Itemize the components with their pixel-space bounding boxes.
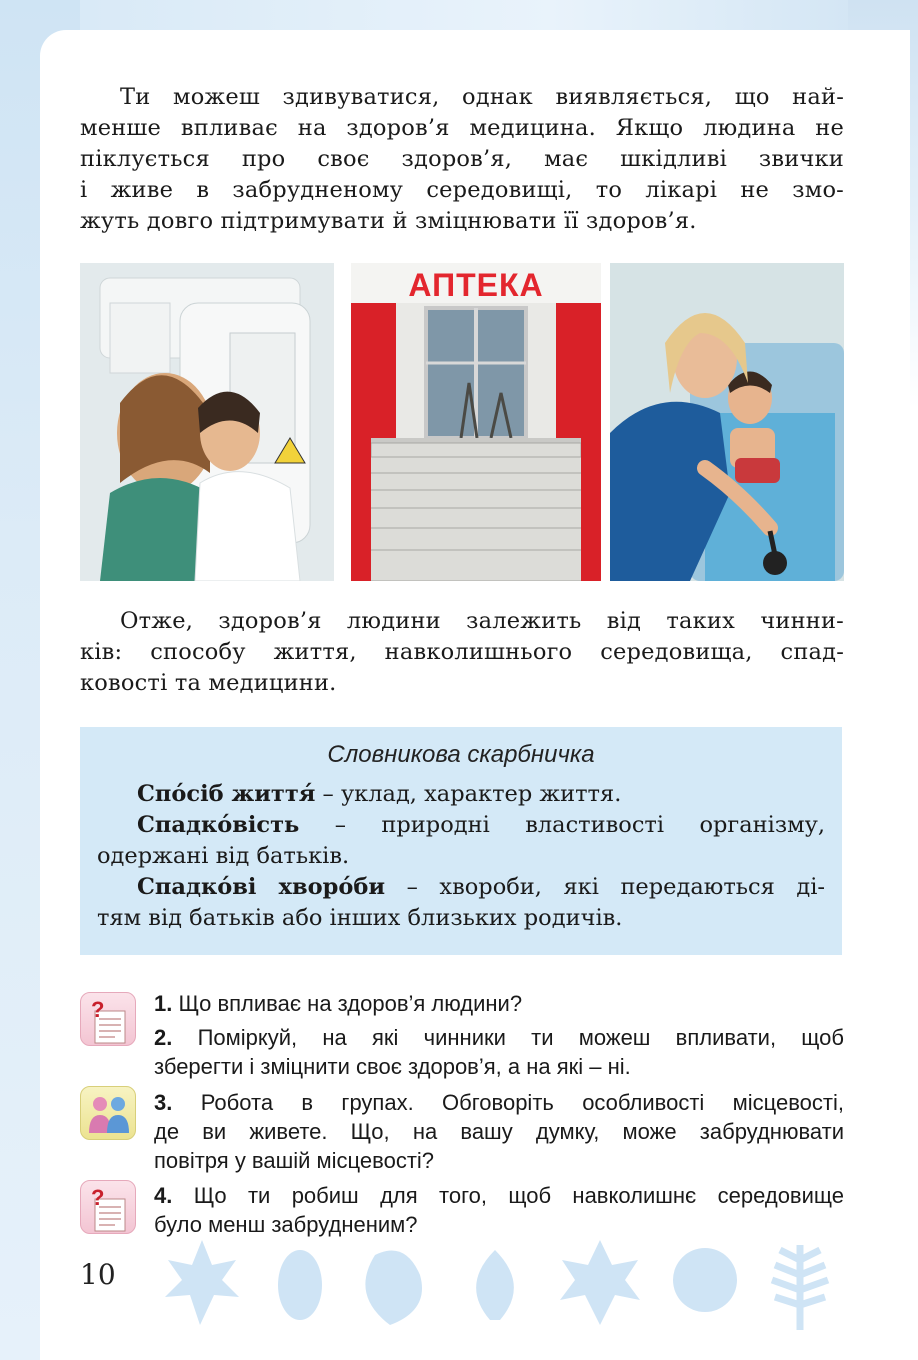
question-text: Що ти робиш для того, щоб навколишнє середовище [172, 1183, 844, 1208]
dictionary-term: Спадко́ві хворо́би [137, 874, 386, 900]
intro-line: піклується про своє здоров’я, має шкідливі звички [80, 146, 844, 172]
leaf-icon [278, 1250, 322, 1320]
dictionary-term: Спо́сіб життя́ [137, 781, 316, 807]
question-text: було менш забрудненим? [154, 1212, 418, 1237]
question-number: 4. [154, 1183, 173, 1208]
question-text: де ви живете. Що, на вашу думку, може забруднювати [154, 1119, 844, 1144]
dental-xray-illustration [80, 263, 334, 581]
intro-line: і живе в забрудненому середовищі, то лікарі не змо- [80, 177, 844, 203]
question-text: повітря у вашій місцевості? [154, 1148, 435, 1173]
hydrotherapy-illustration [610, 263, 844, 581]
question-number: 1. [154, 991, 173, 1016]
page-number: 10 [80, 1258, 116, 1291]
group-work-icon [80, 1086, 136, 1140]
photo-strip [80, 263, 844, 581]
question-icon [80, 992, 136, 1046]
summary-line: ковості та медицини. [80, 670, 337, 696]
maple-leaf-icon [165, 1240, 239, 1325]
question-icon [80, 1180, 136, 1234]
svg-text:?: ? [91, 1185, 105, 1210]
question-text: зберегти і зміцнити своє здоров’я, а на які – ні. [154, 1054, 631, 1079]
dictionary-entry [97, 779, 825, 810]
dictionary-title: Словникова скарбничка [327, 741, 595, 768]
photo-dental-xray [80, 263, 334, 581]
question-text: Поміркуй, на які чинники ти можеш впливати, щоб [172, 1025, 844, 1050]
question-1 [154, 989, 844, 1018]
question-3 [154, 1088, 844, 1175]
leaf-icon [476, 1250, 514, 1320]
question-number: 2. [154, 1025, 173, 1050]
intro-line: менше впливає на здоров’я медицина. Якщо людина не [80, 115, 844, 141]
question-4 [154, 1181, 844, 1239]
dictionary-entry [97, 872, 825, 903]
maple-leaf-icon [560, 1240, 640, 1325]
question-text: Що впливає на здоров’я людини? [172, 991, 523, 1016]
dictionary-definition: – хвороби, які передаються ді- [385, 874, 825, 900]
summary-line: ків: способу життя, навколишнього середовища, спад- [80, 639, 844, 665]
photo-pharmacy [351, 263, 601, 581]
pharmacy-illustration [351, 263, 601, 581]
intro-line: жуть довго підтримувати й зміцнювати її здоров’я. [80, 208, 697, 234]
intro-line: Ти можеш здивуватися, однак виявляється, що най- [120, 84, 844, 110]
dictionary-box [80, 727, 842, 955]
dictionary-definition: – уклад, характер життя. [315, 781, 622, 807]
dictionary-term: Спадко́вість [137, 812, 300, 838]
question-text: Робота в групах. Обговоріть особливості місцевості, [172, 1090, 844, 1115]
leaf-icon [673, 1248, 737, 1312]
dictionary-definition-cont: одержані від батьків. [97, 843, 350, 869]
pharmacy-sign: АПТЕКА [408, 267, 544, 303]
leaf-icon [365, 1251, 422, 1326]
summary-line: Отже, здоров’я людини залежить від таких чинни- [120, 608, 844, 634]
fern-leaf-icon [772, 1245, 828, 1330]
dictionary-entries [97, 779, 825, 934]
summary-paragraph [80, 606, 844, 699]
dictionary-definition-cont: тям від батьків або інших близьких родичів. [97, 905, 623, 931]
dictionary-entry [97, 810, 825, 841]
photo-hydrotherapy [610, 263, 844, 581]
decorative-leaves [160, 1235, 860, 1335]
question-2 [154, 1023, 844, 1081]
svg-text:?: ? [91, 997, 105, 1022]
intro-paragraph [80, 82, 844, 237]
dictionary-definition: – природні властивості організму, [299, 812, 825, 838]
question-number: 3. [154, 1090, 173, 1115]
